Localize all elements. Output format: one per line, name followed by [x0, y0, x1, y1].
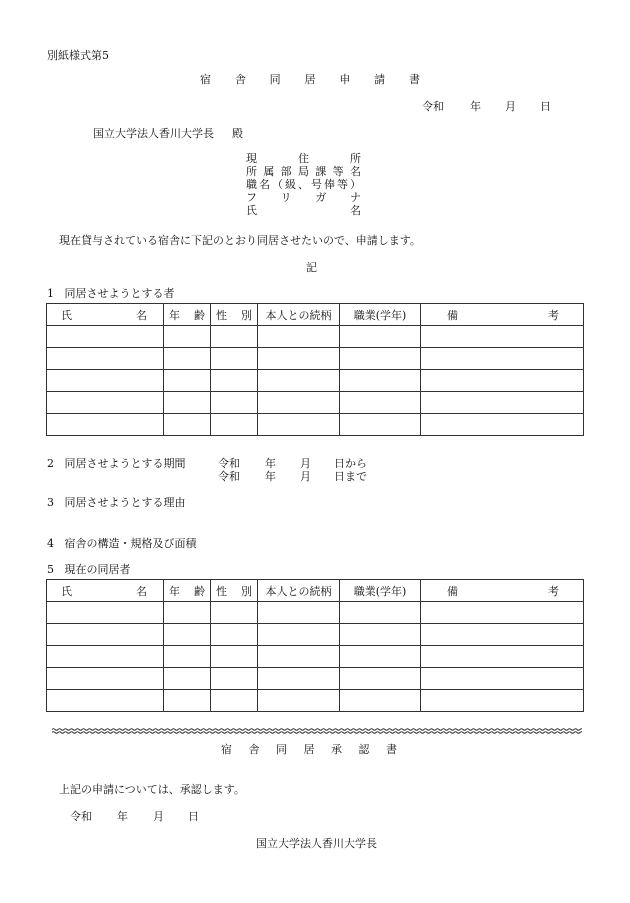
- table-row: [47, 392, 584, 414]
- table-row: [47, 414, 584, 436]
- field-address: 現 住 所: [246, 152, 361, 165]
- title-char: 請: [374, 73, 386, 86]
- header-name: 氏 名: [47, 580, 164, 602]
- header-occupation: 職業(学年): [340, 304, 421, 326]
- header-sex: 性 別: [211, 304, 258, 326]
- form-number: 別紙様式第5: [47, 49, 109, 62]
- field-furigana: フ リ ガ ナ: [246, 191, 361, 204]
- header-occupation: 職業(学年): [340, 580, 421, 602]
- table-row: [47, 370, 584, 392]
- header-relation: 本人との続柄: [258, 304, 340, 326]
- date-era: 令和: [422, 100, 444, 113]
- header-age: 年 齢: [164, 580, 211, 602]
- field-position: 職 名 （ 級 、 号 俸 等 ）: [246, 178, 361, 191]
- table-row: [47, 690, 584, 712]
- table-row: [47, 326, 584, 348]
- honorific: 殿: [232, 127, 243, 140]
- title-char: 宿: [200, 73, 211, 86]
- table-header-row: [47, 580, 584, 602]
- date-day: 日: [540, 100, 551, 113]
- approver: 国立大学法人香川大学長: [256, 837, 377, 850]
- addressee: 国立大学法人香川大学長: [93, 127, 214, 140]
- section1-heading: 1 同居させようとする者: [47, 287, 175, 300]
- title-char: 居: [304, 73, 316, 86]
- section3-heading: 3 同居させようとする理由: [47, 496, 186, 509]
- table-row: [47, 602, 584, 624]
- field-name: 氏 名: [246, 204, 361, 217]
- approval-title: 宿 舎 同 居 承 認 書: [221, 743, 397, 756]
- date-year: 年: [470, 100, 481, 113]
- header-age: 年 齢: [164, 304, 211, 326]
- table-row: [47, 348, 584, 370]
- title-char: 同: [269, 73, 281, 86]
- header-sex: 性 別: [211, 580, 258, 602]
- field-department: 所 属 部 局 課 等 名: [246, 165, 361, 178]
- document-title: [200, 71, 420, 87]
- approval-text: 上記の申請については、承認します。: [59, 783, 245, 796]
- wavy-divider: [52, 727, 582, 735]
- cohabitant-table-2: [46, 579, 584, 712]
- table-header-row: [47, 304, 584, 326]
- table-row: [47, 668, 584, 690]
- section2-heading: 2 同居させようとする期間: [47, 457, 186, 470]
- title-char: 申: [339, 73, 351, 86]
- table-row: [47, 624, 584, 646]
- header-remarks: 備 考: [421, 304, 584, 326]
- cohabitant-table-1: [46, 303, 584, 436]
- ki-label: 記: [306, 261, 317, 274]
- section5-heading: 5 現在の同居者: [47, 563, 131, 576]
- table-row: [47, 646, 584, 668]
- title-char: 書: [408, 73, 420, 86]
- title-char: 舎: [234, 73, 246, 86]
- header-remarks: 備 考: [421, 580, 584, 602]
- date-month: 月: [505, 100, 516, 113]
- intro-text: 現在貸与されている宿舎に下記のとおり同居させたいので、申請します。: [59, 234, 421, 247]
- header-name: 氏 名: [47, 304, 164, 326]
- header-relation: 本人との続柄: [258, 580, 340, 602]
- section4-heading: 4 宿舎の構造・規格及び面積: [47, 537, 197, 550]
